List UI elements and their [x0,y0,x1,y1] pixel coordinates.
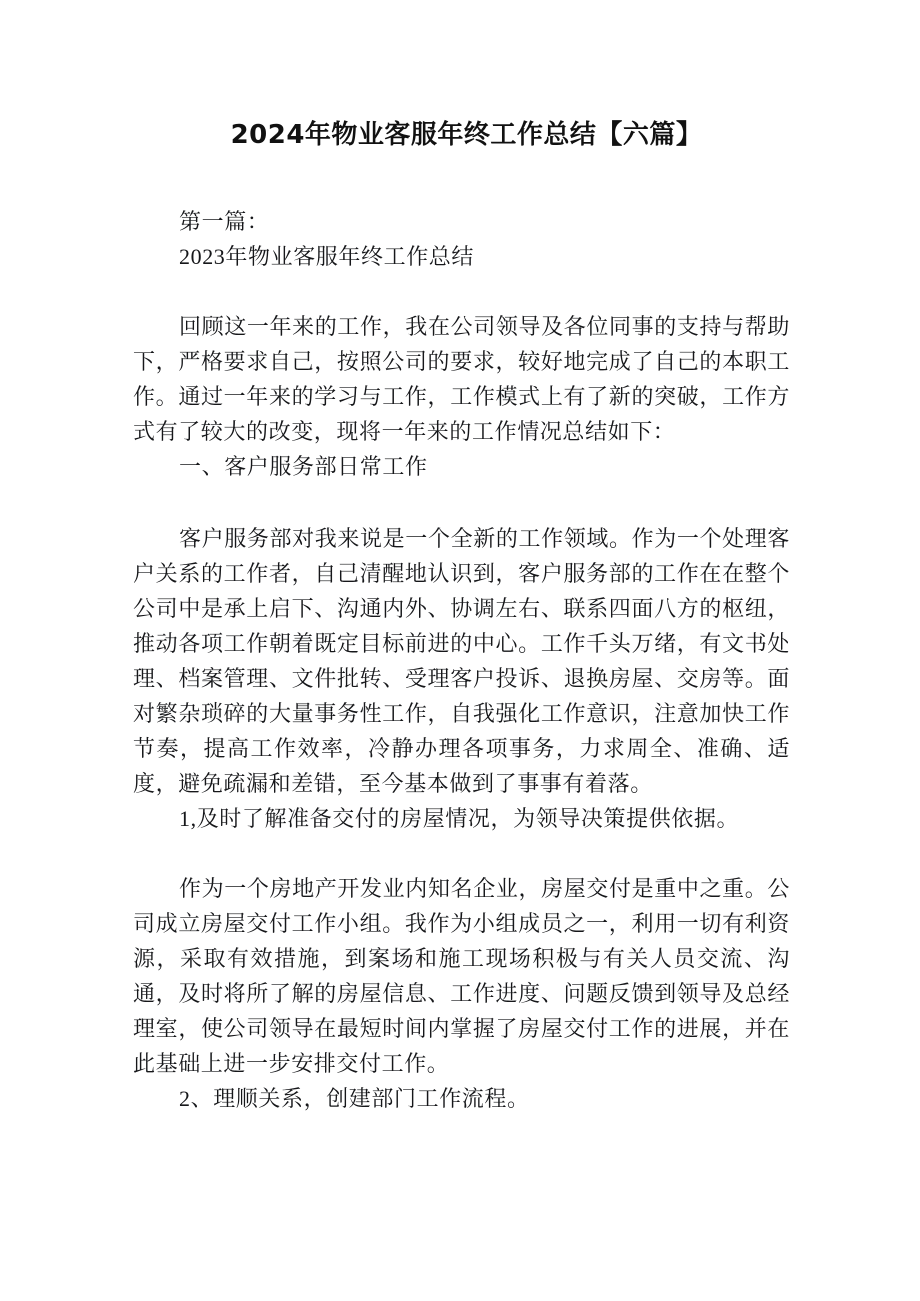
heading-customer-service-daily-work: 一、客户服务部日常工作 [179,454,428,479]
section-marker: 第一篇： [179,209,270,234]
page-title: 2024年物业客服年终工作总结【六篇】 [230,120,703,150]
document-subtitle: 2023年物业客服年终工作总结 [179,244,475,269]
paragraph-customer-service-overview: 客户服务部对我来说是一个全新的工作领域。作为一个处理客户关系的工作者，自己清醒地认识到，客户服务部的工作在在整个公司中是承上启下、沟通内外、协调左右、联系四面八方的枢纽，推动各项工作朝着既定目标前进的中心。工作千头万绪，有文书处理、档案管理、文件批转、受理客户投诉、退换房屋、交房等。面对繁杂琐碎的大量事务性工作，自我强化工作意识，注意加快工作节奏，提高工作效率，冷静办理各项事务，力求周全、准确、适度，避免疏漏和差错，至今基本做到了事事有着落。 [133,526,790,796]
list-item-1-title: 1,及时了解准备交付的房屋情况，为领导决策提供依据。 [179,806,740,831]
paragraph-housing-delivery: 作为一个房地产开发业内知名企业，房屋交付是重中之重。公司成立房屋交付工作小组。我作为小组成员之一，利用一切有利资源，采取有效措施，到案场和施工现场积极与有关人员交流、沟通，及时将所了解的房屋信息、工作进度、问题反馈到领导及总经理室，使公司领导在最短时间内掌握了房屋交付工作的进展，并在此基础上进一步安排交付工作。 [133,876,790,1076]
document-content [133,0,790,1116]
list-item-2-title: 2、理顺关系，创建部门工作流程。 [179,1086,530,1111]
intro-paragraph: 回顾这一年来的工作，我在公司领导及各位同事的支持与帮助下，严格要求自己，按照公司的要求，较好地完成了自己的本职工作。通过一年来的学习与工作，工作模式上有了新的突破，工作方式有了较大的改变，现将一年来的工作情况总结如下： [133,314,790,444]
document-body [133,152,790,1116]
